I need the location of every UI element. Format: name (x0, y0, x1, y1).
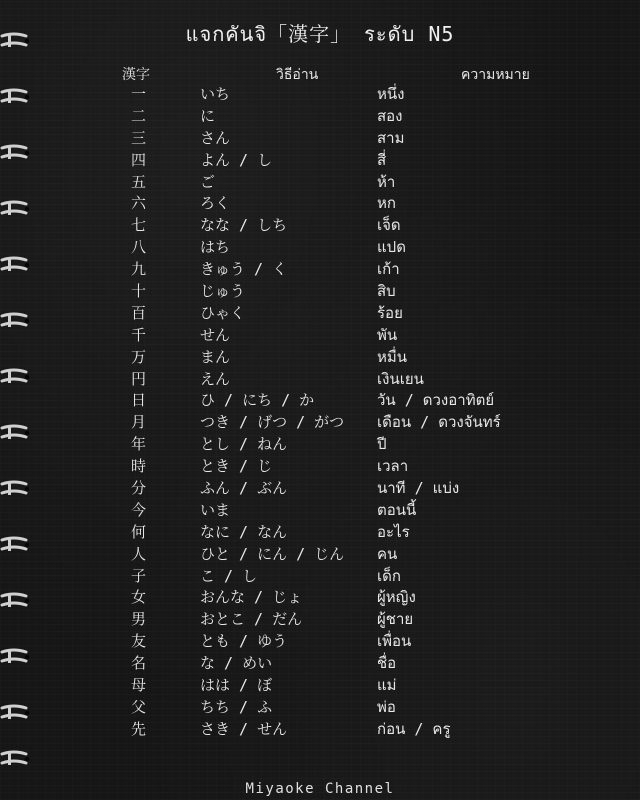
reading-cell: じゅう (200, 282, 246, 301)
reading-cell: つき / げつ / がつ (200, 413, 345, 432)
meaning-cell: แปด (377, 238, 406, 257)
channel-credit: Miyaoke Channel (245, 781, 395, 797)
table-row (0, 544, 640, 566)
table-row (0, 456, 640, 478)
header-meaning: ความหมาย (461, 67, 530, 83)
meaning-cell: สี่ (377, 150, 387, 169)
reading-cell: ご (200, 172, 216, 191)
kanji-cell: 父 (131, 697, 147, 716)
meaning-cell: พัน (377, 325, 398, 344)
meaning-cell: คน (377, 544, 398, 563)
meaning-cell: พ่อ (377, 697, 396, 716)
meaning-cell: นาที / แบ่ง (377, 479, 460, 498)
table-row (0, 609, 640, 631)
kanji-cell: 先 (131, 719, 147, 738)
table-row (0, 587, 640, 609)
meaning-cell: เก้า (377, 260, 400, 279)
page-title: แจกคันจิ「漢字」 ระดับ N5 (185, 22, 455, 46)
table-row (0, 369, 640, 391)
table-row (0, 259, 640, 281)
kanji-cell: 二 (131, 106, 147, 125)
reading-cell: まん (200, 347, 231, 366)
meaning-cell: เด็ก (377, 566, 401, 585)
table-row (0, 193, 640, 215)
kanji-cell: 友 (131, 632, 147, 651)
table-row (0, 150, 640, 172)
kanji-cell: 円 (131, 369, 147, 388)
kanji-cell: 子 (131, 566, 147, 585)
spiral-ring-icon (0, 748, 30, 770)
reading-cell: なに / なん (200, 522, 288, 541)
reading-cell: えん (200, 369, 231, 388)
meaning-cell: สิบ (377, 282, 396, 301)
kanji-cell: 五 (131, 172, 147, 191)
table-row (0, 128, 640, 150)
table-row (0, 215, 640, 237)
reading-cell: な / めい (200, 654, 273, 673)
reading-cell: きゅう / く (200, 260, 288, 279)
kanji-cell: 四 (131, 150, 147, 169)
kanji-cell: 母 (131, 676, 147, 695)
table-row (0, 653, 640, 675)
reading-cell: に (200, 106, 216, 125)
meaning-cell: เพื่อน (377, 632, 412, 651)
kanji-cell: 七 (131, 216, 147, 235)
kanji-cell: 月 (131, 413, 147, 432)
reading-cell: さん (200, 128, 231, 147)
reading-cell: おんな / じょ (200, 588, 303, 607)
table-row (0, 522, 640, 544)
table-row (0, 412, 640, 434)
meaning-cell: หนึ่ง (377, 85, 405, 103)
reading-cell: ふん / ぶん (200, 479, 288, 498)
table-header (0, 64, 640, 84)
meaning-cell: สอง (377, 106, 403, 125)
reading-cell: いま (200, 500, 231, 519)
meaning-cell: หมื่น (377, 347, 408, 366)
reading-cell: はち (200, 238, 231, 257)
meaning-cell: หก (377, 194, 396, 213)
reading-cell: おとこ / だん (200, 610, 303, 629)
table-row (0, 303, 640, 325)
table-row (0, 84, 640, 106)
table-row (0, 106, 640, 128)
kanji-cell: 万 (131, 347, 147, 366)
table-row (0, 325, 640, 347)
reading-cell: さき / せん (200, 719, 288, 738)
table-row (0, 566, 640, 588)
meaning-cell: ก่อน / ครู (377, 719, 451, 738)
reading-cell: いち (200, 85, 231, 103)
kanji-cell: 女 (131, 588, 147, 607)
kanji-cell: 年 (131, 435, 147, 454)
meaning-cell: อะไร (377, 522, 410, 541)
table-row (0, 478, 640, 500)
kanji-cell: 六 (131, 194, 147, 213)
reading-cell: とき / じ (200, 457, 273, 476)
table-row (0, 697, 640, 719)
kanji-cell: 三 (131, 128, 147, 147)
reading-cell: ひ / にち / か (200, 391, 315, 410)
kanji-cell: 時 (131, 457, 147, 476)
meaning-cell: วัน / ดวงอาทิตย์ (377, 391, 495, 410)
reading-cell: せん (200, 325, 231, 344)
kanji-cell: 九 (131, 260, 147, 279)
meaning-cell: เวลา (377, 457, 409, 476)
table-row (0, 434, 640, 456)
reading-cell: とも / ゆう (200, 632, 288, 651)
reading-cell: こ / し (200, 566, 258, 585)
kanji-cell: 今 (131, 500, 147, 519)
table-row (0, 237, 640, 259)
reading-cell: ちち / ふ (200, 697, 273, 716)
table-row (0, 172, 640, 194)
kanji-cell: 分 (131, 479, 147, 498)
kanji-cell: 十 (131, 282, 147, 301)
kanji-cell: 八 (131, 238, 147, 257)
meaning-cell: สาม (377, 128, 405, 147)
header-kanji: 漢字 (122, 67, 150, 83)
meaning-cell: แม่ (377, 676, 397, 695)
reading-cell: ひゃく (200, 303, 246, 322)
meaning-cell: ผู้หญิง (377, 588, 416, 607)
meaning-cell: เจ็ด (377, 216, 401, 235)
header-reading: วิธีอ่าน (276, 67, 319, 83)
kanji-cell: 百 (131, 303, 147, 322)
kanji-cell: 何 (131, 522, 147, 541)
table-row (0, 390, 640, 412)
meaning-cell: เดือน / ดวงจันทร์ (377, 413, 501, 432)
kanji-cell: 名 (131, 654, 147, 673)
kanji-cell: 一 (131, 85, 147, 103)
kanji-cell: 日 (131, 391, 147, 410)
reading-cell: よん / し (200, 150, 273, 169)
kanji-table (0, 84, 640, 741)
kanji-cell: 人 (131, 544, 147, 563)
reading-cell: ひと / にん / じん (200, 544, 345, 563)
table-row (0, 675, 640, 697)
kanji-cell: 千 (131, 325, 147, 344)
meaning-cell: ชื่อ (377, 654, 397, 673)
reading-cell: ろく (200, 194, 231, 213)
meaning-cell: ร้อย (377, 303, 403, 322)
meaning-cell: ผู้ชาย (377, 610, 414, 629)
meaning-cell: ปี (377, 435, 387, 454)
kanji-cell: 男 (131, 610, 147, 629)
table-row (0, 631, 640, 653)
reading-cell: はは / ぼ (200, 676, 273, 695)
table-row (0, 347, 640, 369)
meaning-cell: เงินเยน (377, 369, 424, 388)
meaning-cell: ตอนนี้ (377, 500, 417, 519)
meaning-cell: ห้า (377, 172, 396, 191)
reading-cell: とし / ねん (200, 435, 288, 454)
table-row (0, 719, 640, 741)
table-row (0, 500, 640, 522)
table-row (0, 281, 640, 303)
reading-cell: なな / しち (200, 216, 288, 235)
